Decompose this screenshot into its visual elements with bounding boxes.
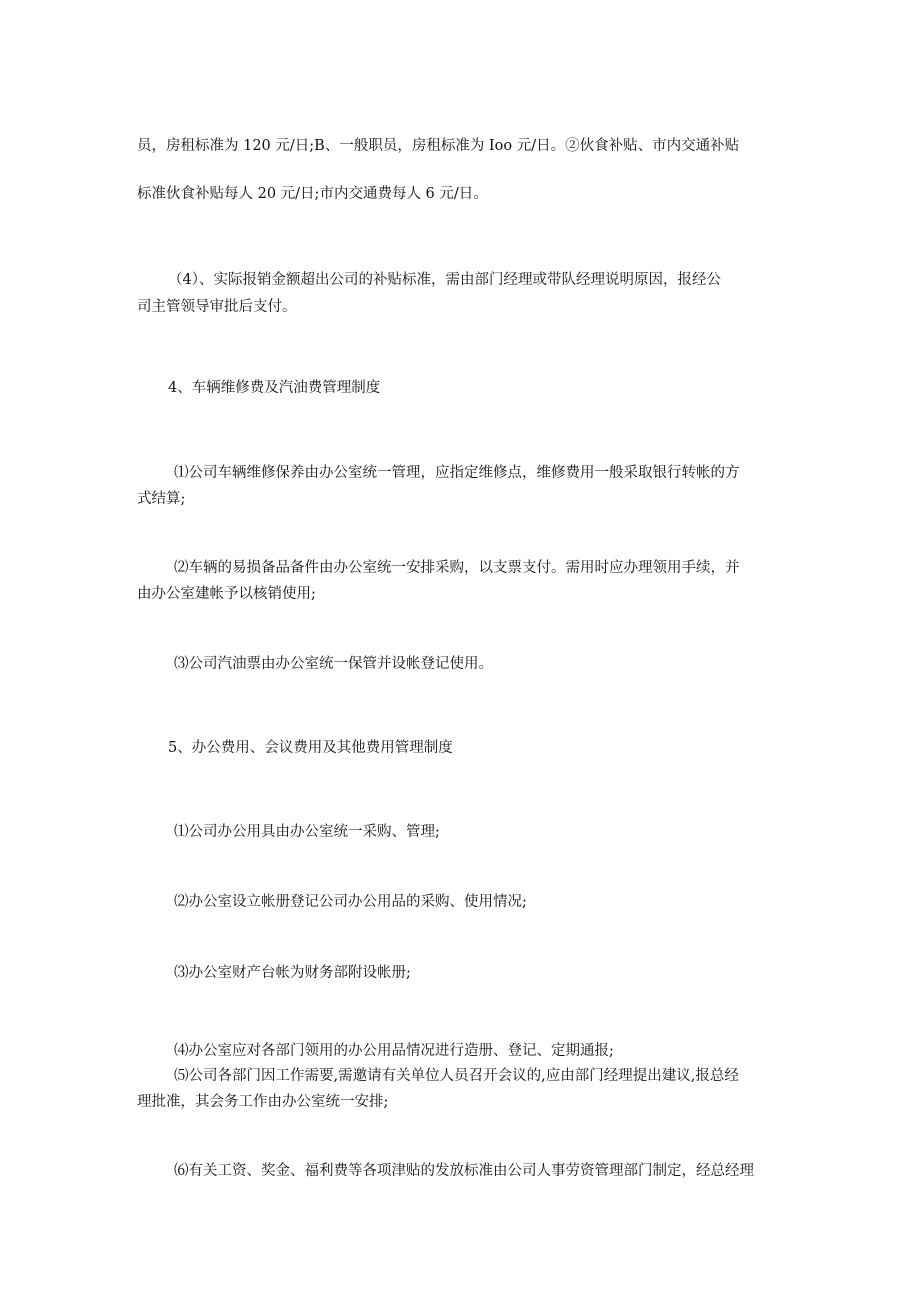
clause-fuel-tickets: ⑶公司汽油票由办公室统一保管并设帐登记使用。 [174, 656, 493, 672]
clause-vehicle-parts-line-2: 由办公室建帐予以核销使用; [137, 586, 316, 602]
clause-wages-allowances: ⑹有关工资、奖金、福利费等各项津贴的发放标准由公司人事劳资管理部门制定，经总经理 [174, 1163, 754, 1179]
clause-meetings-line-1: ⑸公司各部门因工作需要,需邀请有关单位人员召开会议的,应由部门经理提出建议,报总经 [174, 1068, 739, 1084]
section-heading-office-expenses: 5、办公费用、会议费用及其他费用管理制度 [168, 740, 453, 756]
clause-office-ledger: ⑵办公室设立帐册登记公司办公用品的采购、使用情况; [174, 894, 527, 910]
section-heading-vehicle: 4、车辆维修费及汽油费管理制度 [168, 380, 381, 396]
clause-vehicle-parts-line-1: ⑵车辆的易损备品备件由办公室统一安排采购，以支票支付。需用时应办理领用手续，并 [174, 560, 740, 576]
clause-office-supplies: ⑴公司办公用具由办公室统一采购、管理; [174, 824, 440, 840]
paragraph-lodging-standard-line-2: 标准伙食补贴每人 20 元/日;市内交通费每人 6 元/日。 [137, 186, 488, 202]
paragraph-lodging-standard-line-1: 员，房租标准为 120 元/日;B、一般职员，房租标准为 Ioo 元/日。②伙食补贴、市内交通补贴 [137, 138, 740, 154]
clause-vehicle-maintenance-line-1: ⑴公司车辆维修保养由办公室统一管理，应指定维修点，维修费用一般采取银行转帐的方 [174, 465, 740, 481]
paragraph-excess-reimbursement-line-1: （4）、实际报销金额超出公司的补贴标准，需由部门经理或带队经理说明原因，报经公 [168, 272, 721, 288]
clause-meetings-line-2: 理批准，其会务工作由办公室统一安排; [137, 1094, 389, 1110]
clause-vehicle-maintenance-line-2: 式结算; [137, 491, 186, 507]
paragraph-excess-reimbursement-line-2: 司主管领导审批后支付。 [137, 299, 297, 315]
clause-property-ledger: ⑶办公室财产台帐为财务部附设帐册; [174, 965, 411, 981]
clause-supplies-register: ⑷办公室应对各部门领用的办公用品情况进行造册、登记、定期通报; [174, 1043, 614, 1059]
